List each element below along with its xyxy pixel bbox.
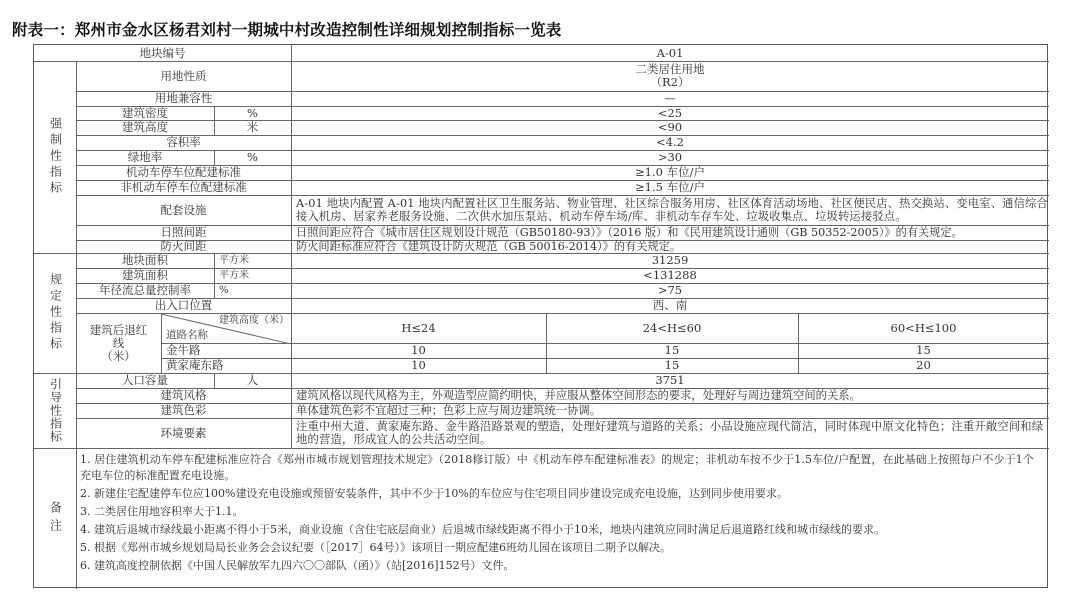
floor-area-value: <131288	[643, 268, 697, 282]
style-value: 建筑风格以现代风格为主，外观造型应简约明快，并应服从整体空间形态的要求，处理好与周边建筑空间的关系。	[296, 389, 861, 402]
height-label: 建筑高度	[122, 120, 168, 134]
category-regulatory	[34, 253, 76, 373]
compatibility-value: —	[664, 91, 676, 105]
note-item-6: 6. 建筑高度控制依据《中国人民解放军九四六〇〇部队（函）》（站[2016]152号）文件。	[80, 558, 515, 572]
height-value: <90	[657, 120, 683, 134]
setback-r2-c3: 20	[916, 358, 931, 372]
population-value: 3751	[655, 373, 685, 387]
runoff-unit: %	[219, 285, 229, 296]
population-label: 人口容量	[122, 373, 168, 387]
fire-value: 防火间距标准应符合《建筑设计防火规范（GB 50016-2014）》的有关规定。	[296, 240, 682, 253]
far-value: <4.2	[656, 135, 684, 149]
runoff-label: 年径流总量控制率	[99, 283, 191, 297]
sunlight-value: 日照间距应符合《城市居住区规划设计规范（GB50180-93）》（2016 版）和《民用建筑设计通则（GB 50352-2005）》的有关规定。	[296, 226, 963, 239]
setback-road-1: 金牛路	[166, 343, 201, 357]
environment-label: 环境要素	[160, 425, 207, 440]
entrance-label: 出入口位置	[154, 298, 213, 312]
population-unit: 人	[246, 373, 259, 387]
notes-list	[80, 452, 1040, 576]
nonmotor-parking-value: ≥1.5 车位/户	[635, 180, 705, 194]
category-notes	[34, 448, 76, 589]
far-label: 容积率	[166, 135, 201, 149]
land-use-label: 用地性质	[160, 68, 207, 83]
site-area-label: 地块面积	[122, 253, 168, 267]
setback-r2-c2: 15	[664, 358, 680, 372]
green-value: >30	[657, 150, 683, 164]
color-label: 建筑色彩	[160, 403, 207, 417]
floor-area-label: 建筑面积	[122, 268, 168, 282]
site-area-unit: 平方米	[219, 255, 249, 266]
setback-label-line3: （米）	[101, 348, 136, 363]
green-unit: %	[247, 150, 258, 164]
site-area-value: 31259	[651, 253, 689, 267]
setback-header-height: 建筑高度（米）	[219, 315, 289, 326]
setback-col-3: 60<H≤100	[890, 320, 957, 335]
setback-road-2: 黄家庵东路	[166, 358, 224, 372]
plot-id-value: A-01	[656, 45, 684, 60]
category-guiding-text: 引导性指标	[48, 378, 63, 443]
setback-r2-c1: 10	[411, 358, 426, 372]
category-mandatory	[34, 61, 76, 253]
note-item-4: 4. 建筑后退城市绿线最小距离不得小于5米，商业设施（含住宅底层商业）后退城市绿线距离不得小于10米，地块内建筑应同时满足后退道路红线和城市绿线的要求。	[80, 522, 885, 536]
page-title: 附表一：郑州市金水区杨君刘村一期城中村改造控制性详细规划控制指标一览表	[12, 21, 562, 39]
setback-label-line2: 线	[112, 335, 125, 350]
setback-r1-c2: 15	[664, 343, 680, 357]
facilities-label: 配套设施	[160, 202, 207, 217]
style-label: 建筑风格	[160, 388, 207, 402]
density-value: <25	[657, 105, 683, 120]
sunlight-label: 日照间距	[160, 225, 207, 239]
nonmotor-parking-label: 非机动车停车位配建标准	[120, 180, 247, 194]
color-value: 单体建筑色彩不宜超过三种；色彩上应与周边建筑统一协调。	[296, 404, 602, 417]
note-item-5: 5. 根据《郑州市城乡规划局局长业务会会议纪要（［2017］64号）》该项目一期应配建6班幼儿园在该项目二期予以解决。	[80, 540, 671, 554]
note-item-1: 1. 居住建筑机动车停车配建标准应符合《郑州市城市规划管理技术规定》（2018修订版）中《机动车停车配建标准表》的规定；非机动车按不少于1.5车位/户配置，在此基础上按照每户不少于1个充电车位的标准配置充电设施。	[80, 453, 1034, 482]
motor-parking-value: ≥1.0 车位/户	[635, 165, 705, 179]
setback-r1-c1: 10	[411, 343, 426, 357]
land-use-value-line2: （R2）	[650, 75, 690, 89]
land-use-value-line1: 二类居住用地	[635, 62, 705, 76]
facilities-value: A-01 地块内配置 A-01 地块内配置社区卫生服务站、物业管理、社区综合服务用房、社区体育活动场地、社区便民店、热交换站、变电室、通信综合接入机房、居家养老服务设施、二次供水加压泵站、机动车停车场/库、非机动车存车处、垃圾收集点、垃圾转运接驳点。	[296, 196, 1048, 223]
entrance-value: 西、南	[652, 298, 688, 312]
note-item-3: 3. 二类居住用地容积率大于1.1。	[80, 504, 244, 518]
setback-header-road: 道路名称	[166, 329, 208, 341]
density-label: 建筑密度	[122, 105, 168, 120]
motor-parking-label: 机动车停车位配建标准	[126, 165, 241, 179]
fire-label: 防火间距	[160, 239, 207, 253]
setback-col-2: 24<H≤60	[642, 320, 702, 335]
runoff-value: >75	[657, 283, 683, 297]
note-item-2: 2. 新建住宅配建停车位应100%建设充电设施或预留安装条件，其中不少于10%的车位应与住宅项目同步建设完成充电设施，达到同步使用要求。	[80, 486, 788, 500]
category-mandatory-text: 强制性指标	[48, 117, 63, 197]
category-regulatory-text: 规定性指标	[48, 273, 63, 353]
floor-area-unit: 平方米	[219, 270, 249, 281]
category-guiding	[34, 373, 76, 448]
density-unit: %	[247, 105, 258, 120]
land-use-value	[291, 61, 1049, 91]
setback-label	[76, 313, 161, 373]
green-label: 绿地率	[127, 150, 163, 164]
setback-col-1: H≤24	[401, 320, 436, 335]
compatibility-label: 用地兼容性	[154, 91, 213, 105]
environment-value: 注重中州大道、黄家庵东路、金牛路沿路景观的塑造，处理好建筑与道路的关系；小品设施应现代简洁，同时体现中原文化特色；注重开敞空间和绿地的营造，形成宜人的公共活动空间。	[296, 419, 1044, 446]
setback-r1-c3: 15	[916, 343, 931, 357]
category-notes-text: 备注	[48, 500, 63, 537]
height-unit: 米	[246, 120, 259, 134]
setback-label-line1: 建筑后退红	[89, 322, 148, 337]
plot-id-label: 地块编号	[139, 45, 186, 60]
